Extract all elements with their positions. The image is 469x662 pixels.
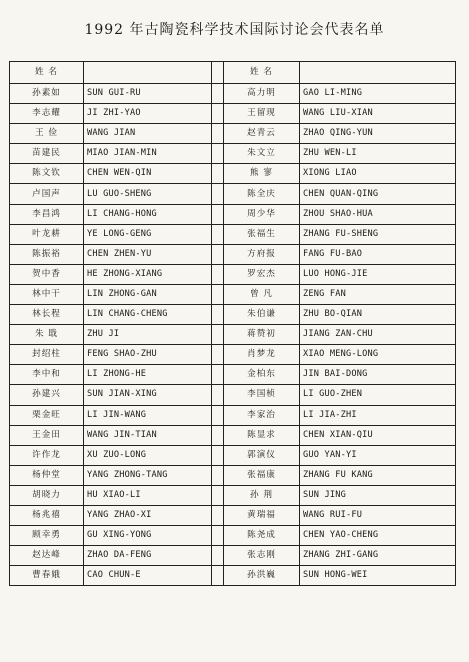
- left-chinese-name: 贺中香: [10, 264, 84, 284]
- left-pinyin-name: LI ZHONG-HE: [84, 365, 212, 385]
- left-pinyin-name: ZHAO DA-FENG: [84, 546, 212, 566]
- table-row: [10, 84, 456, 104]
- table-row: [10, 264, 456, 284]
- right-chinese-name: 张志刚: [224, 546, 300, 566]
- right-pinyin-name: XIONG LIAO: [300, 164, 456, 184]
- column-separator: [212, 264, 224, 284]
- left-pinyin-name: YANG ZHONG-TANG: [84, 465, 212, 485]
- left-chinese-name: 林长程: [10, 305, 84, 325]
- left-pinyin-name: WANG JIN-TIAN: [84, 425, 212, 445]
- left-chinese-name: 叶龙耕: [10, 224, 84, 244]
- table-header-row: [10, 62, 456, 84]
- table-row: [10, 224, 456, 244]
- column-separator: [212, 485, 224, 505]
- table-row: [10, 425, 456, 445]
- left-chinese-name: 曹春娥: [10, 566, 84, 586]
- right-chinese-name: 蒋赞初: [224, 325, 300, 345]
- left-chinese-name: 王 俭: [10, 124, 84, 144]
- column-separator: [212, 124, 224, 144]
- document-title: 1992 年古陶瓷科学技术国际讨论会代表名单: [84, 22, 385, 38]
- column-separator: [212, 204, 224, 224]
- right-chinese-name: 李国桢: [224, 385, 300, 405]
- left-pinyin-name: SUN GUI-RU: [84, 84, 212, 104]
- right-pinyin-name: JIN BAI-DONG: [300, 365, 456, 385]
- left-pinyin-name: LU GUO-SHENG: [84, 184, 212, 204]
- right-pinyin-header: [300, 62, 456, 84]
- left-pinyin-name: FENG SHAO-ZHU: [84, 345, 212, 365]
- left-chinese-name: 卢国声: [10, 184, 84, 204]
- left-chinese-name: 杨兆禧: [10, 505, 84, 525]
- right-chinese-name: 李家治: [224, 405, 300, 425]
- right-chinese-name: 张福康: [224, 465, 300, 485]
- left-pinyin-name: MIAO JIAN-MIN: [84, 144, 212, 164]
- left-chinese-name: 朱 戢: [10, 325, 84, 345]
- left-pinyin-name: CHEN WEN-QIN: [84, 164, 212, 184]
- left-pinyin-name: CAO CHUN-E: [84, 566, 212, 586]
- left-chinese-name: 孙素如: [10, 84, 84, 104]
- column-separator: [212, 244, 224, 264]
- table-row: [10, 325, 456, 345]
- right-pinyin-name: WANG RUI-FU: [300, 505, 456, 525]
- right-chinese-name: 朱伯谦: [224, 305, 300, 325]
- right-pinyin-name: GUO YAN-YI: [300, 445, 456, 465]
- right-pinyin-name: LI JIA-ZHI: [300, 405, 456, 425]
- right-chinese-name: 周少华: [224, 204, 300, 224]
- right-chinese-name: 王留现: [224, 104, 300, 124]
- table-row: [10, 104, 456, 124]
- column-separator: [212, 305, 224, 325]
- column-separator: [212, 144, 224, 164]
- left-chinese-name: 顾幸勇: [10, 526, 84, 546]
- right-chinese-name: 郭演仪: [224, 445, 300, 465]
- left-chinese-name: 栗金旺: [10, 405, 84, 425]
- left-chinese-name: 赵达峰: [10, 546, 84, 566]
- left-chinese-name: 胡晓力: [10, 485, 84, 505]
- right-chinese-name: 陈尧成: [224, 526, 300, 546]
- table-row: [10, 244, 456, 264]
- right-pinyin-name: SUN HONG-WEI: [300, 566, 456, 586]
- right-pinyin-name: GAO LI-MING: [300, 84, 456, 104]
- column-separator: [212, 546, 224, 566]
- column-separator: [212, 526, 224, 546]
- left-pinyin-name: XU ZUO-LONG: [84, 445, 212, 465]
- column-separator: [212, 224, 224, 244]
- right-chinese-name: 张福生: [224, 224, 300, 244]
- right-pinyin-name: ZHU BO-QIAN: [300, 305, 456, 325]
- table-row: [10, 345, 456, 365]
- column-separator: [212, 385, 224, 405]
- table-row: [10, 164, 456, 184]
- right-chinese-name: 黄瑞福: [224, 505, 300, 525]
- left-pinyin-name: WANG JIAN: [84, 124, 212, 144]
- left-chinese-name: 苗建民: [10, 144, 84, 164]
- roster-body: [10, 62, 456, 586]
- right-chinese-name: 曾 凡: [224, 284, 300, 304]
- table-row: [10, 405, 456, 425]
- right-pinyin-name: ZHANG ZHI-GANG: [300, 546, 456, 566]
- left-chinese-name: 杨仲堂: [10, 465, 84, 485]
- column-separator: [212, 184, 224, 204]
- column-separator: [212, 104, 224, 124]
- left-pinyin-name: HE ZHONG-XIANG: [84, 264, 212, 284]
- column-separator: [212, 284, 224, 304]
- right-chinese-name: 陈全庆: [224, 184, 300, 204]
- column-separator: [212, 566, 224, 586]
- left-name-header: 姓 名: [10, 62, 84, 84]
- table-row: [10, 284, 456, 304]
- right-pinyin-name: ZHU WEN-LI: [300, 144, 456, 164]
- left-pinyin-name: SUN JIAN-XING: [84, 385, 212, 405]
- right-chinese-name: 罗宏杰: [224, 264, 300, 284]
- right-chinese-name: 孙 荆: [224, 485, 300, 505]
- column-separator: [212, 84, 224, 104]
- left-pinyin-name: ZHU JI: [84, 325, 212, 345]
- right-chinese-name: 肖梦龙: [224, 345, 300, 365]
- right-pinyin-name: ZHOU SHAO-HUA: [300, 204, 456, 224]
- right-pinyin-name: CHEN XIAN-QIU: [300, 425, 456, 445]
- right-chinese-name: 方府报: [224, 244, 300, 264]
- table-row: [10, 505, 456, 525]
- table-row: [10, 465, 456, 485]
- left-chinese-name: 陈文钦: [10, 164, 84, 184]
- column-separator: [212, 445, 224, 465]
- right-pinyin-name: ZHANG FU-SHENG: [300, 224, 456, 244]
- left-pinyin-name: LIN ZHONG-GAN: [84, 284, 212, 304]
- column-separator: [212, 505, 224, 525]
- left-chinese-name: 孙建兴: [10, 385, 84, 405]
- right-pinyin-name: WANG LIU-XIAN: [300, 104, 456, 124]
- table-row: [10, 546, 456, 566]
- right-pinyin-name: CHEN YAO-CHENG: [300, 526, 456, 546]
- right-chinese-name: 朱文立: [224, 144, 300, 164]
- left-pinyin-header: [84, 62, 212, 84]
- column-separator: [212, 345, 224, 365]
- left-pinyin-name: CHEN ZHEN-YU: [84, 244, 212, 264]
- left-chinese-name: 李昌鸿: [10, 204, 84, 224]
- table-row: [10, 445, 456, 465]
- right-pinyin-name: CHEN QUAN-QING: [300, 184, 456, 204]
- left-pinyin-name: GU XING-YONG: [84, 526, 212, 546]
- right-pinyin-name: ZHAO QING-YUN: [300, 124, 456, 144]
- right-pinyin-name: ZHANG FU KANG: [300, 465, 456, 485]
- right-pinyin-name: XIAO MENG-LONG: [300, 345, 456, 365]
- column-separator: [212, 62, 224, 84]
- left-pinyin-name: YANG ZHAO-XI: [84, 505, 212, 525]
- table-row: [10, 566, 456, 586]
- left-chinese-name: 李志耀: [10, 104, 84, 124]
- table-row: [10, 305, 456, 325]
- left-chinese-name: 王金田: [10, 425, 84, 445]
- left-chinese-name: 李中和: [10, 365, 84, 385]
- table-row: [10, 526, 456, 546]
- column-separator: [212, 405, 224, 425]
- left-pinyin-name: LI JIN-WANG: [84, 405, 212, 425]
- right-pinyin-name: LI GUO-ZHEN: [300, 385, 456, 405]
- right-name-header: 姓 名: [224, 62, 300, 84]
- right-chinese-name: 孙洪巍: [224, 566, 300, 586]
- left-chinese-name: 陈振裕: [10, 244, 84, 264]
- table-row: [10, 124, 456, 144]
- left-chinese-name: 许作龙: [10, 445, 84, 465]
- right-pinyin-name: FANG FU-BAO: [300, 244, 456, 264]
- table-row: [10, 204, 456, 224]
- table-row: [10, 144, 456, 164]
- right-chinese-name: 高力明: [224, 84, 300, 104]
- table-row: [10, 184, 456, 204]
- left-pinyin-name: LI CHANG-HONG: [84, 204, 212, 224]
- column-separator: [212, 365, 224, 385]
- table-row: [10, 365, 456, 385]
- left-chinese-name: 林中干: [10, 284, 84, 304]
- right-chinese-name: 金柏东: [224, 365, 300, 385]
- right-pinyin-name: SUN JING: [300, 485, 456, 505]
- left-pinyin-name: YE LONG-GENG: [84, 224, 212, 244]
- right-pinyin-name: JIANG ZAN-CHU: [300, 325, 456, 345]
- right-chinese-name: 陈显求: [224, 425, 300, 445]
- column-separator: [212, 465, 224, 485]
- participant-roster-table: [9, 61, 456, 586]
- left-pinyin-name: LIN CHANG-CHENG: [84, 305, 212, 325]
- right-chinese-name: 赵青云: [224, 124, 300, 144]
- right-chinese-name: 熊 寥: [224, 164, 300, 184]
- column-separator: [212, 325, 224, 345]
- left-pinyin-name: JI ZHI-YAO: [84, 104, 212, 124]
- column-separator: [212, 164, 224, 184]
- right-pinyin-name: LUO HONG-JIE: [300, 264, 456, 284]
- left-pinyin-name: HU XIAO-LI: [84, 485, 212, 505]
- right-pinyin-name: ZENG FAN: [300, 284, 456, 304]
- table-row: [10, 485, 456, 505]
- column-separator: [212, 425, 224, 445]
- table-row: [10, 385, 456, 405]
- left-chinese-name: 封绍柱: [10, 345, 84, 365]
